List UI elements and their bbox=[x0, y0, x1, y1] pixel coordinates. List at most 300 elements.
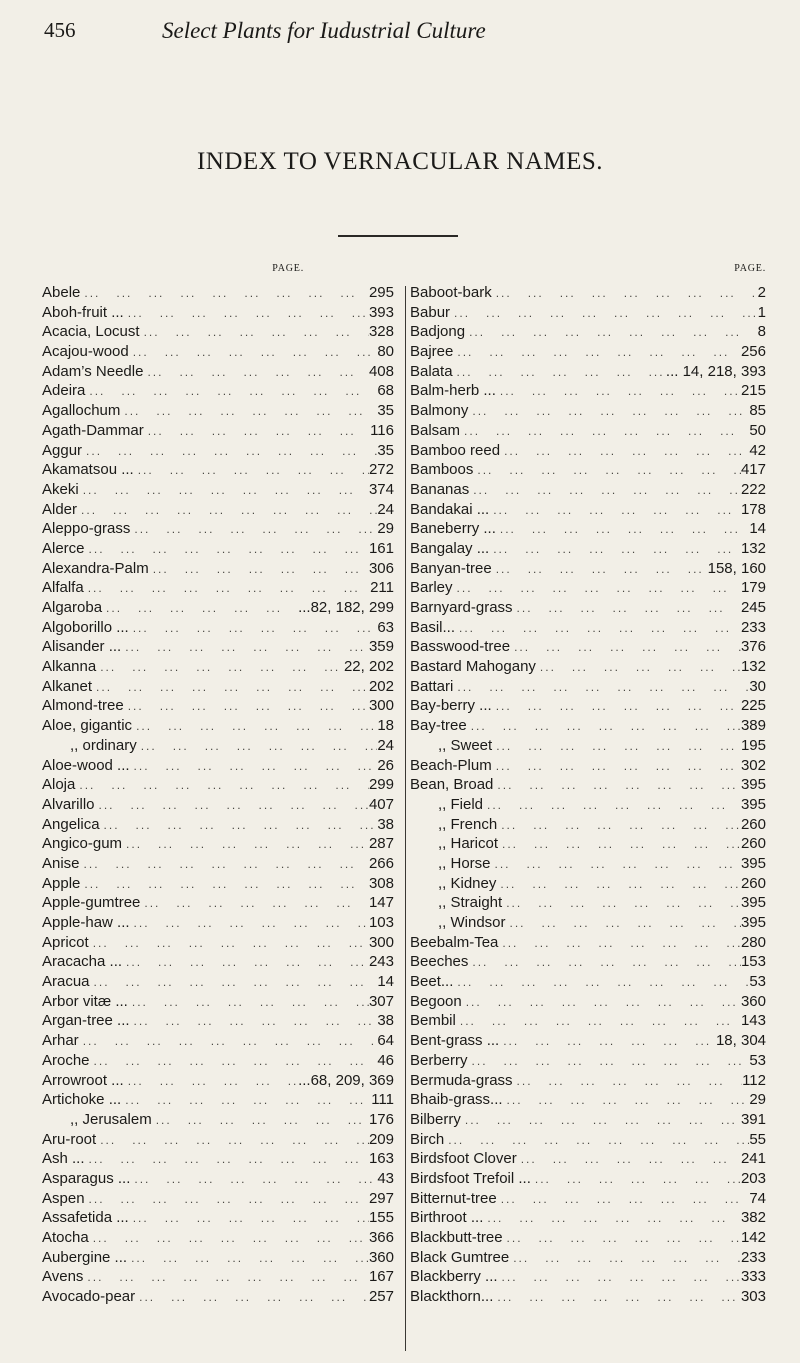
entry-name: ,, Haricot bbox=[438, 835, 499, 853]
entry-name: Balsam bbox=[410, 421, 461, 439]
index-entry bbox=[42, 401, 394, 421]
leader-dots bbox=[79, 1032, 378, 1052]
entry-pages: 389 bbox=[740, 717, 766, 735]
entry-pages: 260 bbox=[740, 835, 766, 853]
entry-name: Aloe, gigantic bbox=[42, 717, 133, 735]
leader-dots bbox=[80, 855, 369, 875]
index-entry bbox=[410, 1208, 766, 1228]
right-column bbox=[410, 263, 766, 1307]
entry-pages: 260 bbox=[740, 874, 766, 892]
entry-name: Aubergine ... bbox=[42, 1248, 128, 1266]
entry-name: Acajou-wood bbox=[42, 343, 129, 361]
entry-pages: 374 bbox=[368, 480, 394, 498]
leader-dots bbox=[92, 678, 369, 698]
index-entry bbox=[410, 1149, 766, 1169]
leader-dots bbox=[134, 461, 369, 481]
leader-dots bbox=[453, 579, 741, 599]
entry-pages: 376 bbox=[740, 638, 766, 656]
entry-pages: 8 bbox=[757, 323, 766, 341]
entry-pages: 308 bbox=[368, 874, 394, 892]
entry-pages: 299 bbox=[368, 776, 394, 794]
index-entry bbox=[410, 598, 766, 618]
entry-name: Bay-tree bbox=[410, 717, 467, 735]
entry-name: Artichoke ... bbox=[42, 1091, 122, 1109]
index-entry bbox=[410, 834, 766, 854]
entry-pages: 391 bbox=[740, 1110, 766, 1128]
index-entry bbox=[410, 460, 766, 480]
index-entry bbox=[42, 362, 394, 382]
leader-dots bbox=[85, 540, 369, 560]
entry-pages: ...82, 182, 299 bbox=[298, 599, 394, 616]
entry-name: Baneberry ... bbox=[410, 520, 496, 538]
leader-dots bbox=[127, 1249, 369, 1269]
index-entry bbox=[410, 1051, 766, 1071]
leader-dots bbox=[85, 1190, 369, 1210]
entry-name: Aleppo-grass bbox=[42, 520, 131, 538]
entry-pages: 333 bbox=[740, 1268, 766, 1286]
leader-dots bbox=[122, 953, 369, 973]
leader-dots bbox=[492, 697, 741, 717]
entry-pages: 211 bbox=[370, 579, 394, 597]
index-entry bbox=[410, 1267, 766, 1287]
running-title: Select Plants for Iudustrial Culture bbox=[162, 18, 486, 43]
leader-dots bbox=[453, 973, 749, 993]
entry-name: Adeira bbox=[42, 382, 86, 400]
entry-pages: 395 bbox=[740, 914, 766, 931]
entry-pages: 178 bbox=[740, 500, 766, 518]
index-entry bbox=[42, 1189, 394, 1209]
entry-name: Beebalm-Tea bbox=[410, 933, 499, 951]
right-entry-list bbox=[410, 283, 766, 1307]
entry-pages: 407 bbox=[368, 795, 394, 813]
entry-name: Aspen bbox=[42, 1189, 85, 1207]
entry-pages: 147 bbox=[368, 894, 394, 912]
leader-dots bbox=[489, 501, 741, 521]
entry-pages: 360 bbox=[740, 992, 766, 1010]
entry-name: Beach-Plum bbox=[410, 756, 492, 774]
leader-dots bbox=[517, 1150, 741, 1170]
entry-name: Arrowroot ... bbox=[42, 1071, 124, 1089]
index-entry bbox=[42, 1169, 394, 1189]
index-entry bbox=[42, 303, 394, 323]
entry-pages: 143 bbox=[740, 1012, 766, 1030]
entry-name: Bhaib-grass... bbox=[410, 1091, 503, 1109]
entry-pages: 38 bbox=[377, 815, 394, 833]
left-column bbox=[42, 263, 394, 1307]
index-entry bbox=[42, 992, 394, 1012]
leader-dots bbox=[469, 481, 741, 501]
index-entry bbox=[410, 677, 766, 697]
entry-pages: 225 bbox=[740, 697, 766, 715]
entry-name: ,, Field bbox=[438, 795, 484, 813]
entry-pages: 1 bbox=[757, 303, 766, 321]
entry-name: Aloja bbox=[42, 776, 76, 794]
entry-pages: 2 bbox=[757, 284, 766, 301]
entry-name: Balm-herb ... bbox=[410, 382, 496, 400]
entry-name: Aru-root bbox=[42, 1130, 97, 1148]
index-entry bbox=[410, 1248, 766, 1268]
entry-name: Bamboos bbox=[410, 461, 474, 479]
entry-name: Bandakai ... bbox=[410, 500, 490, 518]
leader-dots bbox=[498, 1268, 741, 1288]
leader-dots bbox=[135, 1288, 369, 1308]
index-entry bbox=[410, 578, 766, 598]
entry-name: Agallochum bbox=[42, 402, 121, 420]
entry-name: Abele bbox=[42, 284, 81, 301]
entry-name: Bamboo reed bbox=[410, 441, 501, 459]
entry-pages: 179 bbox=[740, 579, 766, 597]
entry-name: Anise bbox=[42, 854, 80, 872]
index-entry bbox=[42, 834, 394, 854]
index-entry bbox=[410, 815, 766, 835]
entry-pages: 30 bbox=[749, 677, 766, 695]
index-entry bbox=[42, 421, 394, 441]
entry-name: Acacia, Locust bbox=[42, 323, 140, 341]
entry-name: ,, Horse bbox=[438, 854, 491, 872]
leader-dots bbox=[143, 363, 369, 383]
leader-dots bbox=[90, 973, 378, 993]
leader-dots bbox=[468, 402, 749, 422]
leader-dots bbox=[130, 1170, 377, 1190]
index-entry bbox=[410, 933, 766, 953]
index-entry bbox=[410, 1011, 766, 1031]
index-entry bbox=[42, 500, 394, 520]
entry-pages: 417 bbox=[740, 461, 766, 479]
leader-dots bbox=[129, 1209, 369, 1229]
entry-name: Angelica bbox=[42, 815, 100, 833]
entry-name: Avens bbox=[42, 1268, 84, 1286]
index-entry bbox=[410, 401, 766, 421]
leader-dots bbox=[129, 343, 378, 363]
entry-name: Alkanna bbox=[42, 658, 97, 676]
entry-name: Badjong bbox=[410, 323, 466, 341]
entry-name: Almond-tree bbox=[42, 697, 124, 715]
leader-dots bbox=[90, 1052, 378, 1072]
entry-name: Birch bbox=[410, 1130, 445, 1148]
leader-dots bbox=[496, 382, 741, 402]
leader-dots bbox=[461, 1111, 741, 1131]
entry-pages: 360 bbox=[368, 1248, 394, 1266]
entry-name: ,, Straight bbox=[438, 894, 503, 912]
entry-name: Birdsfoot Clover bbox=[410, 1150, 517, 1168]
entry-name: Blackthorn... bbox=[410, 1288, 494, 1306]
leader-dots bbox=[444, 1131, 749, 1151]
index-entry bbox=[42, 933, 394, 953]
index-entry bbox=[410, 303, 766, 323]
leader-dots bbox=[498, 835, 741, 855]
leader-dots bbox=[121, 1091, 371, 1111]
index-entry bbox=[42, 1248, 394, 1268]
entry-pages: 14 bbox=[377, 973, 394, 991]
entry-pages: 29 bbox=[749, 1091, 766, 1109]
leader-dots bbox=[497, 1190, 750, 1210]
leader-dots bbox=[152, 1111, 369, 1131]
entry-pages: 50 bbox=[749, 421, 766, 439]
leader-dots bbox=[462, 993, 741, 1013]
leader-dots bbox=[100, 816, 378, 836]
index-entry bbox=[42, 519, 394, 539]
leader-dots bbox=[531, 1170, 741, 1190]
entry-pages: 38 bbox=[377, 1012, 394, 1030]
entry-name: Apple-haw ... bbox=[42, 914, 130, 931]
leader-dots bbox=[489, 540, 741, 560]
entry-name: Balata bbox=[410, 362, 453, 380]
leader-dots bbox=[483, 1209, 741, 1229]
leader-dots bbox=[79, 481, 369, 501]
leader-dots bbox=[450, 304, 758, 324]
index-entry bbox=[410, 696, 766, 716]
index-entry bbox=[410, 1090, 766, 1110]
page-heading-left: PAGE. bbox=[272, 263, 304, 274]
entry-name: Apple-gumtree bbox=[42, 894, 141, 912]
leader-dots bbox=[503, 1229, 741, 1249]
leader-dots bbox=[492, 757, 741, 777]
entry-name: Berberry bbox=[410, 1051, 468, 1069]
entry-pages: 24 bbox=[377, 500, 394, 518]
index-entry bbox=[42, 775, 394, 795]
entry-pages: 260 bbox=[740, 815, 766, 833]
leader-dots bbox=[83, 1268, 369, 1288]
index-entry bbox=[410, 952, 766, 972]
index-entry bbox=[42, 618, 394, 638]
entry-name: Barnyard-grass bbox=[410, 599, 513, 616]
index-entry bbox=[42, 539, 394, 559]
index-entry bbox=[42, 696, 394, 716]
entry-pages: 80 bbox=[377, 343, 394, 361]
entry-name: Alerce bbox=[42, 539, 85, 557]
entry-name: Argan-tree ... bbox=[42, 1012, 130, 1030]
entry-pages: 26 bbox=[377, 756, 394, 774]
index-entry bbox=[42, 1228, 394, 1248]
leader-dots bbox=[84, 579, 370, 599]
entry-name: Apple bbox=[42, 874, 81, 892]
index-entry bbox=[410, 1228, 766, 1248]
entry-name: ,, Windsor bbox=[438, 914, 506, 931]
entry-pages: 280 bbox=[740, 933, 766, 951]
leader-dots bbox=[130, 757, 378, 777]
entry-pages: 46 bbox=[377, 1051, 394, 1069]
entry-pages: 22, 202 bbox=[343, 658, 394, 676]
entry-pages: 395 bbox=[740, 795, 766, 813]
index-entry bbox=[42, 283, 394, 303]
entry-pages: 111 bbox=[371, 1091, 394, 1109]
entry-name: Arbor vitæ ... bbox=[42, 992, 128, 1010]
entry-name: Avocado-pear bbox=[42, 1288, 136, 1306]
leader-dots bbox=[483, 796, 741, 816]
entry-pages: 103 bbox=[368, 914, 394, 931]
leader-dots bbox=[85, 1150, 369, 1170]
leader-dots bbox=[140, 894, 369, 914]
entry-pages: 256 bbox=[740, 343, 766, 361]
index-entry bbox=[42, 893, 394, 913]
entry-pages: 132 bbox=[740, 539, 766, 557]
leader-dots bbox=[122, 835, 369, 855]
entry-name: Beet... bbox=[410, 973, 454, 991]
index-entry bbox=[410, 362, 766, 382]
leader-dots bbox=[453, 363, 666, 383]
index-entry bbox=[410, 1287, 766, 1307]
leader-dots bbox=[96, 658, 344, 678]
entry-pages: 116 bbox=[370, 421, 394, 439]
leader-dots bbox=[492, 737, 741, 757]
entry-name: Apricot bbox=[42, 933, 89, 951]
leader-dots bbox=[140, 323, 369, 343]
entry-pages: 395 bbox=[740, 854, 766, 872]
index-entry bbox=[42, 736, 394, 756]
leader-dots bbox=[460, 422, 749, 442]
leader-dots bbox=[513, 1072, 743, 1092]
entry-pages: 74 bbox=[749, 1189, 766, 1207]
entry-pages: ... 14, 218, 393 bbox=[665, 362, 766, 380]
entry-name: Aroche bbox=[42, 1051, 90, 1069]
index-entry bbox=[42, 1110, 394, 1130]
entry-pages: 42 bbox=[749, 441, 766, 459]
entry-name: Alvarillo bbox=[42, 795, 95, 813]
leader-dots bbox=[536, 658, 741, 678]
index-entry bbox=[410, 756, 766, 776]
entry-pages: 366 bbox=[368, 1229, 394, 1246]
leader-dots bbox=[510, 638, 741, 658]
entry-pages: 257 bbox=[368, 1288, 394, 1306]
leader-dots bbox=[75, 776, 369, 796]
entry-name: Ash ... bbox=[42, 1150, 85, 1168]
index-entry bbox=[42, 1130, 394, 1150]
entry-pages: 233 bbox=[740, 618, 766, 636]
leader-dots bbox=[453, 678, 749, 698]
leader-dots bbox=[503, 1091, 750, 1111]
entry-pages: 18, 304 bbox=[715, 1032, 766, 1050]
leader-dots bbox=[497, 816, 741, 836]
index-entry bbox=[42, 756, 394, 776]
index-entry bbox=[42, 1031, 394, 1051]
entry-pages: 359 bbox=[368, 638, 394, 656]
leader-dots bbox=[121, 638, 369, 658]
index-title: INDEX TO VERNACULAR NAMES. bbox=[196, 148, 604, 175]
index-entry bbox=[42, 1267, 394, 1287]
leader-dots bbox=[496, 520, 749, 540]
index-entry bbox=[410, 854, 766, 874]
leader-dots bbox=[120, 402, 377, 422]
index-entry bbox=[42, 874, 394, 894]
index-entry bbox=[42, 460, 394, 480]
leader-dots bbox=[499, 1032, 716, 1052]
entry-name: Asparagus ... bbox=[42, 1169, 131, 1187]
entry-pages: 328 bbox=[368, 323, 394, 341]
leader-dots bbox=[496, 875, 741, 895]
entry-pages: 382 bbox=[740, 1209, 766, 1227]
leader-dots bbox=[498, 934, 741, 954]
index-entry bbox=[42, 480, 394, 500]
entry-name: Bent-grass ... bbox=[410, 1032, 500, 1050]
index-entry bbox=[410, 322, 766, 342]
entry-name: Akamatsou ... bbox=[42, 461, 134, 479]
index-entry bbox=[410, 874, 766, 894]
index-entry bbox=[410, 637, 766, 657]
index-entry bbox=[410, 913, 766, 933]
index-entry bbox=[42, 578, 394, 598]
entry-pages: 29 bbox=[377, 520, 394, 538]
entry-name: Agath-Dammar bbox=[42, 421, 144, 439]
entry-pages: 142 bbox=[740, 1229, 766, 1246]
index-entry bbox=[42, 913, 394, 933]
index-entry bbox=[42, 795, 394, 815]
leader-dots bbox=[130, 520, 377, 540]
entry-pages: 287 bbox=[368, 835, 394, 853]
entry-name: Bermuda-grass bbox=[410, 1071, 513, 1089]
index-entry bbox=[42, 854, 394, 874]
entry-name: ,, Sweet bbox=[438, 736, 493, 754]
leader-dots bbox=[130, 1012, 378, 1032]
entry-pages: 215 bbox=[740, 382, 766, 400]
entry-pages: 297 bbox=[368, 1189, 394, 1207]
entry-pages: 24 bbox=[377, 736, 394, 754]
column-divider bbox=[405, 286, 406, 1351]
entry-pages: 266 bbox=[368, 854, 394, 872]
entry-pages: 241 bbox=[740, 1150, 766, 1168]
index-entry bbox=[410, 342, 766, 362]
leader-dots bbox=[124, 697, 369, 717]
entry-name: Balmony bbox=[410, 402, 469, 420]
index-entry bbox=[410, 283, 766, 303]
leader-dots bbox=[128, 993, 369, 1013]
entry-name: Arhar bbox=[42, 1032, 79, 1050]
index-entry bbox=[42, 1149, 394, 1169]
entry-name: Aboh-fruit ... bbox=[42, 303, 124, 321]
entry-pages: 68 bbox=[377, 382, 394, 400]
entry-pages: 243 bbox=[368, 953, 394, 971]
leader-dots bbox=[453, 343, 741, 363]
leader-dots bbox=[149, 560, 369, 580]
entry-name: Assafetida ... bbox=[42, 1209, 129, 1227]
index-entry bbox=[410, 992, 766, 1012]
index-entry bbox=[410, 1130, 766, 1150]
leader-dots bbox=[85, 382, 377, 402]
leader-dots bbox=[493, 776, 741, 796]
title-rule bbox=[338, 235, 458, 237]
index-entry bbox=[42, 716, 394, 736]
entry-pages: 195 bbox=[740, 736, 766, 754]
entry-pages: 14 bbox=[749, 520, 766, 538]
index-entry bbox=[410, 736, 766, 756]
leader-dots bbox=[456, 1012, 741, 1032]
index-entry bbox=[410, 1071, 766, 1091]
index-entry bbox=[410, 539, 766, 559]
index-entry bbox=[42, 677, 394, 697]
entry-pages: 295 bbox=[368, 284, 394, 301]
entry-pages: 53 bbox=[749, 973, 766, 991]
entry-name: ,, Jerusalem bbox=[70, 1110, 152, 1128]
entry-pages: 112 bbox=[742, 1071, 766, 1089]
index-entry bbox=[42, 815, 394, 835]
index-entry bbox=[42, 1051, 394, 1071]
leader-dots bbox=[468, 953, 741, 973]
leader-dots bbox=[493, 1288, 741, 1308]
index-entry bbox=[42, 1287, 394, 1307]
index-entry bbox=[42, 1208, 394, 1228]
entry-name: Bananas bbox=[410, 480, 470, 498]
index-entry bbox=[410, 519, 766, 539]
leader-dots bbox=[80, 875, 369, 895]
entry-name: Atocha bbox=[42, 1229, 89, 1246]
entry-pages: 167 bbox=[368, 1268, 394, 1286]
left-entry-list bbox=[42, 283, 394, 1307]
index-entry bbox=[410, 381, 766, 401]
index-entry bbox=[42, 637, 394, 657]
entry-pages: 302 bbox=[740, 756, 766, 774]
entry-name: Aracacha ... bbox=[42, 953, 123, 971]
entry-pages: 85 bbox=[749, 402, 766, 420]
leader-dots bbox=[492, 284, 758, 304]
